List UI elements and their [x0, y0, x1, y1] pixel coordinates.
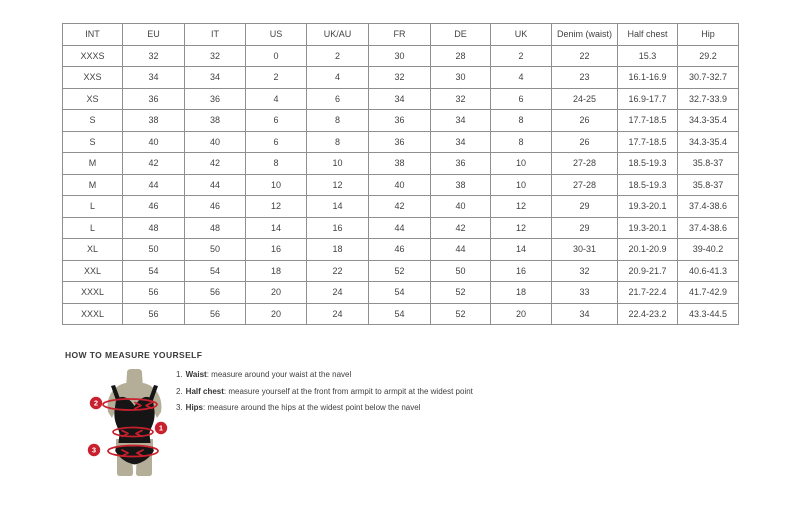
table-cell: 12	[491, 217, 552, 239]
table-cell: 16.9-17.7	[618, 88, 678, 110]
measure-instruction-hips	[176, 403, 473, 413]
column-header: Half chest	[618, 24, 678, 46]
column-header: Denim (waist)	[552, 24, 618, 46]
table-cell: 8	[307, 131, 369, 153]
table-row	[63, 67, 739, 89]
table-cell: 6	[491, 88, 552, 110]
instruction-label: Hips	[185, 403, 204, 412]
table-cell: 39-40.2	[678, 239, 739, 261]
table-cell: XXS	[63, 67, 123, 89]
table-cell: 28	[431, 45, 491, 67]
table-cell: 32	[552, 260, 618, 282]
table-cell: 36	[185, 88, 246, 110]
table-cell: 18	[246, 260, 307, 282]
table-cell: 50	[431, 260, 491, 282]
instruction-text: : measure around the hips at the widest point below the navel	[203, 403, 421, 412]
table-cell: 8	[491, 131, 552, 153]
table-cell: 24	[307, 303, 369, 325]
table-cell: 20	[246, 303, 307, 325]
table-cell: M	[63, 153, 123, 175]
instruction-label: Half chest	[185, 386, 224, 396]
table-cell: XXXS	[63, 45, 123, 67]
table-cell: 52	[431, 303, 491, 325]
table-cell: 12	[307, 174, 369, 196]
table-cell: XXXL	[63, 303, 123, 325]
table-cell: 36	[123, 88, 185, 110]
table-cell: 40	[369, 174, 431, 196]
table-cell: 56	[185, 282, 246, 304]
table-cell: 4	[491, 67, 552, 89]
table-cell: 16.1-16.9	[618, 67, 678, 89]
table-cell: 34	[431, 110, 491, 132]
table-cell: 46	[123, 196, 185, 218]
table-cell: 18.5-19.3	[618, 174, 678, 196]
table-cell: 32.7-33.9	[678, 88, 739, 110]
table-cell: 32	[431, 88, 491, 110]
table-cell: 27-28	[552, 153, 618, 175]
table-row	[63, 196, 739, 218]
table-cell: 42	[431, 217, 491, 239]
table-cell: 30	[431, 67, 491, 89]
table-cell: 26	[552, 131, 618, 153]
table-cell: 42	[123, 153, 185, 175]
measure-instructions-list	[176, 370, 473, 420]
table-cell: 40	[431, 196, 491, 218]
table-cell: 37.4-38.6	[678, 217, 739, 239]
table-row	[63, 45, 739, 67]
table-cell: 34.3-35.4	[678, 131, 739, 153]
column-header: Hip	[678, 24, 739, 46]
table-cell: 38	[185, 110, 246, 132]
table-cell: 44	[185, 174, 246, 196]
table-cell: 34.3-35.4	[678, 110, 739, 132]
table-cell: 12	[246, 196, 307, 218]
table-cell: M	[63, 174, 123, 196]
table-cell: 50	[185, 239, 246, 261]
table-cell: 19.3-20.1	[618, 196, 678, 218]
table-row	[63, 131, 739, 153]
table-cell: 38	[431, 174, 491, 196]
table-cell: 34	[185, 67, 246, 89]
table-cell: 24-25	[552, 88, 618, 110]
table-cell: 10	[491, 174, 552, 196]
instruction-number: 3.	[176, 403, 183, 412]
table-cell: XL	[63, 239, 123, 261]
table-cell: 26	[552, 110, 618, 132]
table-cell: 8	[307, 110, 369, 132]
table-cell: 14	[307, 196, 369, 218]
table-cell: 18	[307, 239, 369, 261]
table-cell: 10	[307, 153, 369, 175]
table-cell: S	[63, 131, 123, 153]
table-cell: 54	[123, 260, 185, 282]
table-cell: 46	[369, 239, 431, 261]
table-row	[63, 239, 739, 261]
table-cell: 34	[552, 303, 618, 325]
table-cell: 6	[246, 131, 307, 153]
table-row	[63, 174, 739, 196]
table-row	[63, 110, 739, 132]
table-body	[63, 45, 739, 325]
table-cell: 40	[185, 131, 246, 153]
instruction-label: Waist	[185, 370, 207, 379]
table-cell: 16	[491, 260, 552, 282]
table-cell: 30	[369, 45, 431, 67]
table-cell: 6	[307, 88, 369, 110]
table-cell: 18.5-19.3	[618, 153, 678, 175]
measurement-figure-illustration	[80, 366, 185, 486]
table-cell: 20.1-20.9	[618, 239, 678, 261]
table-cell: 4	[246, 88, 307, 110]
table-cell: 48	[123, 217, 185, 239]
table-row	[63, 217, 739, 239]
table-cell: 22	[307, 260, 369, 282]
table-cell: 12	[491, 196, 552, 218]
table-row	[63, 282, 739, 304]
table-cell: 29	[552, 196, 618, 218]
table-cell: 27-28	[552, 174, 618, 196]
column-header: INT	[63, 24, 123, 46]
table-cell: 54	[185, 260, 246, 282]
table-cell: 38	[369, 153, 431, 175]
table-cell: 18	[491, 282, 552, 304]
table-cell: 56	[123, 282, 185, 304]
table-cell: XXXL	[63, 282, 123, 304]
table-cell: 34	[431, 131, 491, 153]
column-header: DE	[431, 24, 491, 46]
table-cell: S	[63, 110, 123, 132]
table-cell: 20.9-21.7	[618, 260, 678, 282]
table-cell: 44	[123, 174, 185, 196]
column-header: UK/AU	[307, 24, 369, 46]
table-cell: 2	[307, 45, 369, 67]
table-cell: 23	[552, 67, 618, 89]
badge-waist-number: 1	[158, 423, 164, 433]
table-cell: 10	[246, 174, 307, 196]
table-cell: 17.7-18.5	[618, 110, 678, 132]
instruction-text: : measure yourself at the front from armpit to armpit at the widest point	[223, 386, 473, 396]
table-cell: 40	[123, 131, 185, 153]
table-cell: 29.2	[678, 45, 739, 67]
table-cell: 44	[369, 217, 431, 239]
table-cell: 34	[369, 88, 431, 110]
table-cell: 48	[185, 217, 246, 239]
header-row	[63, 24, 739, 46]
table-cell: 32	[369, 67, 431, 89]
instruction-text: : measure around your waist at the navel	[206, 370, 352, 379]
table-cell: 20	[491, 303, 552, 325]
table-cell: 46	[185, 196, 246, 218]
column-header: US	[246, 24, 307, 46]
table-cell: 40.6-41.3	[678, 260, 739, 282]
table-cell: 14	[491, 239, 552, 261]
table-cell: 35.8-37	[678, 174, 739, 196]
table-cell: 30.7-32.7	[678, 67, 739, 89]
table-cell: L	[63, 217, 123, 239]
table-cell: 32	[185, 45, 246, 67]
table-cell: 56	[123, 303, 185, 325]
table-cell: 20	[246, 282, 307, 304]
table-cell: L	[63, 196, 123, 218]
table-cell: 52	[431, 282, 491, 304]
table-header	[63, 24, 739, 46]
table-row	[63, 303, 739, 325]
table-row	[63, 260, 739, 282]
table-cell: 29	[552, 217, 618, 239]
table-cell: 37.4-38.6	[678, 196, 739, 218]
measure-instruction-half-chest	[176, 387, 473, 397]
table-cell: 8	[246, 153, 307, 175]
table-cell: 42	[185, 153, 246, 175]
table-cell: 50	[123, 239, 185, 261]
table-cell: 36	[431, 153, 491, 175]
badge-chest-number: 2	[93, 398, 99, 408]
table-cell: 36	[369, 131, 431, 153]
badge-hips-number: 3	[91, 445, 97, 455]
table-cell: XXL	[63, 260, 123, 282]
table-cell: 34	[123, 67, 185, 89]
table-cell: 30-31	[552, 239, 618, 261]
column-header: IT	[185, 24, 246, 46]
table-cell: XS	[63, 88, 123, 110]
measure-section-title: HOW TO MEASURE YOURSELF	[65, 350, 203, 360]
measure-instruction-waist	[176, 370, 473, 380]
table-cell: 10	[491, 153, 552, 175]
table-cell: 22.4-23.2	[618, 303, 678, 325]
table-cell: 16	[246, 239, 307, 261]
table-cell: 44	[431, 239, 491, 261]
table-cell: 22	[552, 45, 618, 67]
table-cell: 8	[491, 110, 552, 132]
table-cell: 43.3-44.5	[678, 303, 739, 325]
column-header: UK	[491, 24, 552, 46]
instruction-number: 1.	[176, 370, 183, 379]
table-row	[63, 153, 739, 175]
table-cell: 4	[307, 67, 369, 89]
table-cell: 16	[307, 217, 369, 239]
table-cell: 2	[491, 45, 552, 67]
table-cell: 17.7-18.5	[618, 131, 678, 153]
table-cell: 35.8-37	[678, 153, 739, 175]
column-header: FR	[369, 24, 431, 46]
table-cell: 21.7-22.4	[618, 282, 678, 304]
table-cell: 33	[552, 282, 618, 304]
table-cell: 15.3	[618, 45, 678, 67]
table-cell: 24	[307, 282, 369, 304]
table-cell: 54	[369, 303, 431, 325]
table-row	[63, 88, 739, 110]
table-cell: 36	[369, 110, 431, 132]
instruction-number: 2.	[176, 386, 183, 396]
table-cell: 14	[246, 217, 307, 239]
table-cell: 38	[123, 110, 185, 132]
table-cell: 54	[369, 282, 431, 304]
column-header: EU	[123, 24, 185, 46]
table-cell: 56	[185, 303, 246, 325]
table-cell: 42	[369, 196, 431, 218]
table-cell: 52	[369, 260, 431, 282]
table-cell: 19.3-20.1	[618, 217, 678, 239]
size-chart-table	[62, 23, 739, 325]
table-cell: 2	[246, 67, 307, 89]
table-cell: 0	[246, 45, 307, 67]
table-cell: 6	[246, 110, 307, 132]
table-cell: 32	[123, 45, 185, 67]
table-cell: 41.7-42.9	[678, 282, 739, 304]
